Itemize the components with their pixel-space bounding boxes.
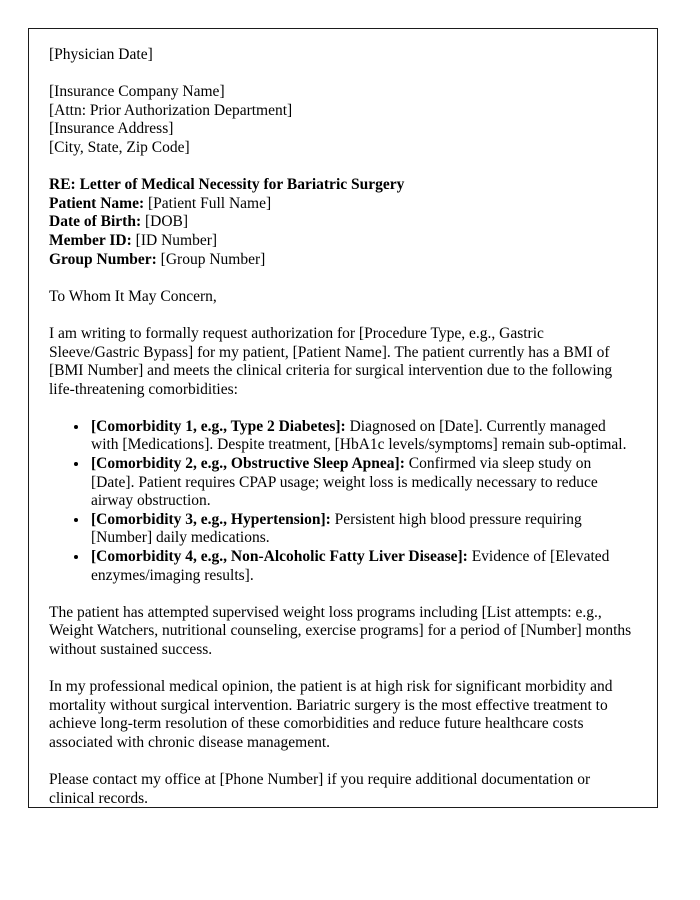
- bold-text: Group Number:: [49, 250, 161, 268]
- text: Evidence of [Elevated enzymes/imaging results].: [91, 548, 610, 584]
- bold-text: [Comorbidity 3, e.g., Hypertension]:: [91, 510, 335, 528]
- list-item: [89, 418, 637, 455]
- text: [Physician Date]: [49, 46, 153, 63]
- bold-text: RE: Letter of Medical Necessity for Bariatric Surgery: [49, 176, 405, 194]
- comorbidity-list: [49, 418, 637, 585]
- text: Diagnosed on [Date]. Currently managed with [Medications]. Despite treatment, [HbA1c levels/symptoms] remain sub-optimal.: [91, 417, 627, 454]
- text: Please contact my office at [Phone Number] if you require additional documentation or clinical records.: [49, 771, 591, 807]
- text: I am writing to formally request authorization for [Procedure Type, e.g., Gastric Sleeve/Gastric Bypass] for my patient, [Patient Name]. The patient currently has a BMI of [BMI Number] and meets the clinical criteria for surgical intervention due to the following life-threatening comorbidities:: [49, 324, 613, 398]
- weight-loss-history-paragraph: [49, 604, 637, 660]
- text: [Group Number]: [160, 250, 266, 268]
- recipient-address-block: [49, 83, 637, 157]
- text: To Whom It May Concern,: [49, 287, 217, 305]
- medical-opinion-paragraph: [49, 678, 637, 752]
- bold-text: Member ID:: [49, 231, 136, 249]
- bold-text: [Comorbidity 1, e.g., Type 2 Diabetes]:: [91, 417, 350, 435]
- text: [Patient Full Name]: [148, 194, 272, 212]
- text: [City, State, Zip Code]: [49, 138, 190, 156]
- bold-text: Patient Name:: [49, 194, 148, 212]
- list-item: [89, 548, 637, 585]
- contact-paragraph: [49, 771, 637, 808]
- text: In my professional medical opinion, the patient is at high risk for significant morbidity and mortality without surgical intervention. Bariatric surgery is the most effective treatment to achieve long-term resolution of these comorbidities and reduce future healthcare costs associated with chronic disease management.: [49, 678, 613, 751]
- list-item: [89, 511, 637, 548]
- text: Persistent high blood pressure requiring [Number] daily medications.: [91, 510, 582, 547]
- subject-patient-block: [49, 176, 637, 269]
- list-item: [89, 455, 637, 511]
- bold-text: [Comorbidity 2, e.g., Obstructive Sleep Apnea]:: [91, 455, 409, 473]
- text: [Insurance Address]: [49, 120, 174, 138]
- salutation: [49, 288, 637, 307]
- letter-body: [49, 46, 637, 808]
- text: [Insurance Company Name]: [49, 83, 225, 101]
- text: [DOB]: [145, 213, 189, 231]
- text: [Attn: Prior Authorization Department]: [49, 101, 293, 119]
- intro-paragraph: [49, 325, 637, 399]
- text: [ID Number]: [135, 231, 218, 249]
- text: The patient has attempted supervised weight loss programs including [List attempts: e.g., Weight Watchers, nutritional counseling, exercise programs] for a period of [Number] months without sustained success.: [49, 603, 632, 658]
- text: Confirmed via sleep study on [Date]. Patient requires CPAP usage; weight loss is medically necessary to reduce airway obstruction.: [91, 455, 598, 510]
- physician-date: [49, 46, 637, 65]
- bold-text: [Comorbidity 4, e.g., Non-Alcoholic Fatty Liver Disease]:: [91, 548, 472, 566]
- letter-page: [28, 28, 658, 808]
- bold-text: Date of Birth:: [49, 213, 145, 231]
